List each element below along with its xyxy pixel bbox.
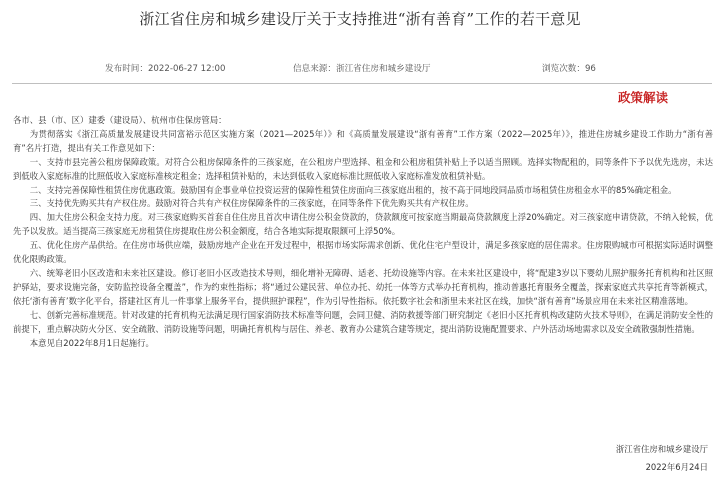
meta-divider <box>12 83 712 84</box>
paragraph-intro: 为贯彻落实《浙江高质量发展建设共同富裕示范区实施方案（2021—2025年）》和《高质量发展建设“浙有善育”工作方案（2022—2025年）》，推进住房城乡建设工作助力“浙有善育”名片打造，提出有关工作意见如下： <box>13 128 713 153</box>
article-body <box>13 114 713 350</box>
paragraph-3: 三、支持优先购买共有产权住房。鼓励对符合共有产权住房保障条件的三孩家庭，在同等条件下优先购买共有产权住房。 <box>29 198 474 209</box>
publish-time: 发布时间：2022-06-27 12:00 <box>105 64 226 74</box>
signature-date: 2022年6月24日 <box>645 462 708 472</box>
article-title: 浙江省住房和城乡建设厅关于支持推进“浙有善育”工作的若干意见 <box>139 10 581 28</box>
paragraph-4: 四、加大住房公积金支持力度。对三孩家庭购买首套自住住房且首次申请住房公积金贷款的，贷款额度可按家庭当期最高贷款额度上浮20%确定。对三孩家庭申请贷款，不纳入轮候，优先予以发放。适当提高三孩家庭无房租赁住房提取住房公积金额度，结合各地实际提取限额可上浮50%。 <box>13 212 713 237</box>
salutation: 各市、县（市、区）建委（建设局）、杭州市住保房管局： <box>13 115 227 125</box>
policy-interpretation-link[interactable]: 政策解读 <box>618 90 669 105</box>
view-count: 浏览次数：96 <box>542 64 596 74</box>
signature-org: 浙江省住房和城乡建设厅 <box>615 444 708 454</box>
info-source: 信息来源：浙江省住房和城乡建设厅 <box>293 64 431 74</box>
paragraph-effective: 本意见自2022年8月1日起施行。 <box>29 337 154 348</box>
paragraph-6: 六、统筹老旧小区改造和未来社区建设。修订老旧小区改造技术导则，细化增补无障碍、适老、托幼设施等内容。在未来社区建设中，将“配建3岁以下婴幼儿照护服务托育机构和社区照护驿站，要求设施完备，安防监控设备全覆盖”，作为约束性指标；将“通过公建民营、单位办托、幼托一体等方式举办托育机构，推动普惠托育服务全覆盖，探索家庭式共享托育等新模式，依托‘浙有善育’数字化平台，搭建社区育儿一件事掌上服务平台，提供照护课程”，作为引导性指标。依托数字社会和浙里未来社区在线，加快“浙有善育”场景应用在未来社区精准落地。 <box>13 267 713 306</box>
paragraph-7: 七、创新完善标准规范。针对改建的托育机构无法满足现行国家消防技术标准等问题，会同卫健、消防救援等部门研究制定《老旧小区托育机构改建防火技术导则》，在满足消防安全性的前提下，重点解决防火分区、安全疏散、消防设施等问题，明确托育机构与居住、养老、教育办公建筑合建等规定，提出消防设施配置要求、户外活动场地需求以及安全疏散强制性措施。 <box>13 309 713 334</box>
paragraph-1: 一、支持市县完善公租房保障政策。对符合公租房保障条件的三孩家庭，在公租房户型选择、租金和公租房租赁补贴上予以适当照顾。选择实物配租的，同等条件下予以优先选房，未达到低收入家庭标准的比照低收入家庭标准核定租金；选择租赁补贴的，未达到低收入家庭标准比照低收入家庭标准发放租赁补贴。 <box>13 156 713 181</box>
article-meta <box>0 60 720 78</box>
signature-block <box>616 440 708 476</box>
paragraph-5: 五、优化住房产品供给。在住房市场供应端，鼓励房地产企业在开发过程中，根据市场实际需求创新、优化住宅户型设计，满足多孩家庭的居住需求。住房限购城市可根据实际适时调整优化限购政策。 <box>13 240 713 265</box>
paragraph-2: 二、支持完善保障性租赁住房优惠政策。鼓励国有企事业单位投资运营的保障性租赁住房面向三孩家庭出租的，按不高于同地段同品质市场租赁住房租金水平的85%确定租金。 <box>29 184 677 195</box>
